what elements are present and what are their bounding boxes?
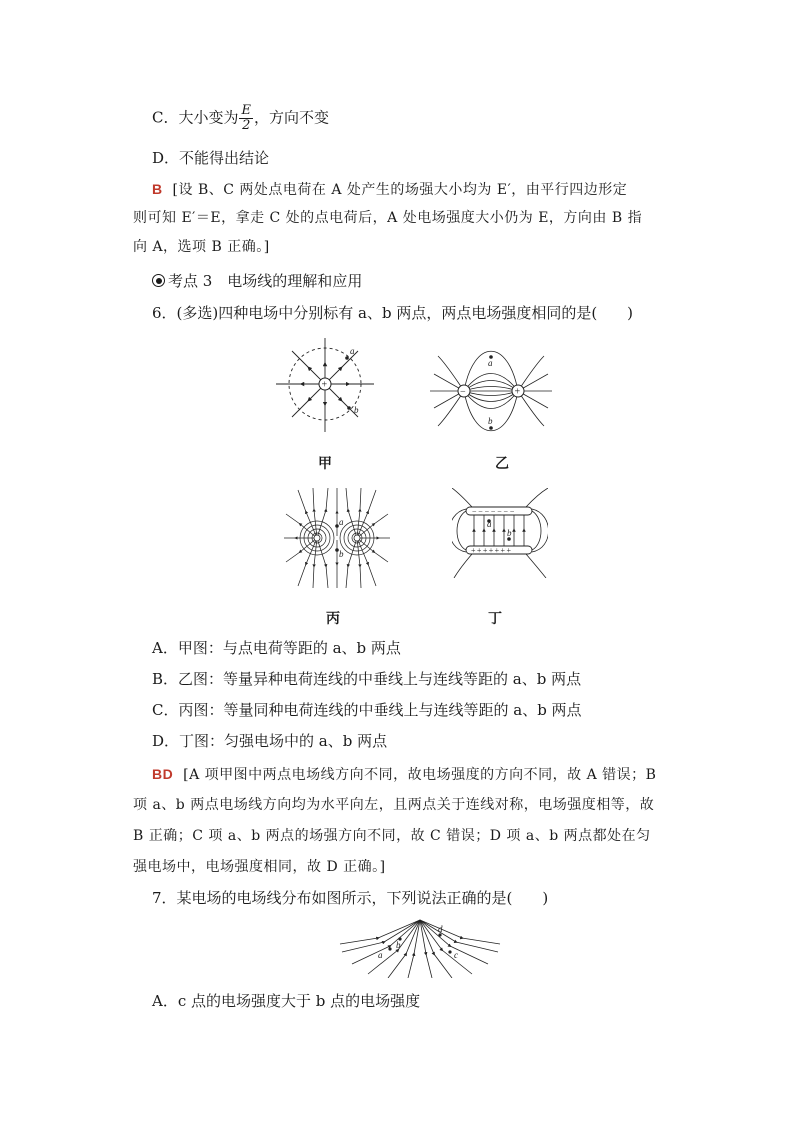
option-c-prev: C．大小变为 $\frac{E}{2}$ ，方向不变	[152, 103, 329, 133]
svg-text:a: a	[378, 950, 383, 960]
svg-text:c: c	[454, 950, 458, 960]
question-6-stem: 6．(多选)四种电场中分别标有 a、b 两点，两点电场强度相同的是( )	[152, 304, 634, 322]
bullet-icon	[152, 274, 165, 287]
figure-jia-point-charge	[272, 334, 378, 440]
svg-text:b: b	[507, 528, 512, 538]
q6-option-d: D．丁图：匀强电场中的 a、b 两点	[152, 732, 388, 750]
answer-5-line-2: 则可知 E′＝E，拿走 C 处的点电荷后，A 处电场强度大小仍为 E，方向由 B 指	[133, 210, 643, 226]
question-7-stem: 7．某电场的电场线分布如图所示，下列说法正确的是( )	[152, 889, 549, 907]
q6-option-b: B．乙图：等量异种电荷连线的中垂线上与连线等距的 a、b 两点	[152, 670, 582, 688]
svg-text:−−−−−−−: −−−−−−−	[472, 507, 517, 516]
answer-6-line-1: BD [A 项甲图中两点电场线方向不同，故电场强度的方向不同，故 A 错误；B	[152, 766, 657, 783]
caption-ding: 丁	[488, 611, 502, 627]
figure-ding-uniform-field	[452, 488, 548, 578]
svg-text:a: a	[488, 358, 493, 368]
q7-option-a: A．c 点的电场强度大于 b 点的电场强度	[152, 992, 421, 1010]
svg-text:b: b	[354, 405, 359, 415]
figure-bing-like-charges	[284, 486, 390, 590]
svg-text:a: a	[487, 519, 492, 529]
figure-yi-opposite-charges	[428, 344, 554, 440]
answer-6-line-4: 强电场中，电场强度相同，故 D 正确。]	[133, 859, 386, 875]
section-heading: 考点 3 电场线的理解和应用	[152, 270, 362, 292]
answer-key: B	[152, 181, 163, 197]
svg-text:b: b	[339, 549, 344, 559]
svg-text:−: −	[460, 386, 466, 398]
svg-text:d: d	[438, 924, 443, 934]
fraction: $\frac{E}{2}$	[241, 103, 251, 133]
caption-yi: 乙	[495, 456, 509, 472]
figure-q7-field-lines	[338, 918, 502, 978]
svg-text:+: +	[514, 386, 521, 398]
q6-option-a: A．甲图：与点电荷等距的 a、b 两点	[152, 639, 401, 657]
option-d-prev: D．不能得出结论	[152, 149, 270, 167]
answer-key: BD	[152, 766, 174, 782]
answer-6-line-3: B 正确；C 项 a、b 两点的场强方向不同，故 C 错误；D 项 a、b 两点都处在匀	[133, 828, 651, 844]
svg-text:a: a	[339, 517, 344, 527]
caption-jia: 甲	[318, 456, 332, 472]
answer-5-line-1: B [设 B、C 两处点电荷在 A 处产生的场强大小均为 E′，由平行四边形定	[152, 181, 628, 198]
svg-text:b: b	[488, 416, 493, 426]
q6-option-c: C．丙图：等量同种电荷连线的中垂线上与连线等距的 a、b 两点	[152, 701, 582, 719]
svg-text:b: b	[396, 940, 401, 950]
answer-6-line-2: 项 a、b 两点电场线方向均为水平向左，且两点关于连线对称，电场强度相等，故	[133, 797, 655, 813]
answer-5-line-3: 向 A，选项 B 正确。]	[133, 239, 270, 255]
svg-text:a: a	[350, 346, 355, 356]
svg-text:+: +	[321, 379, 328, 391]
svg-text:+++++++: +++++++	[471, 546, 513, 555]
caption-bing: 丙	[326, 611, 340, 627]
